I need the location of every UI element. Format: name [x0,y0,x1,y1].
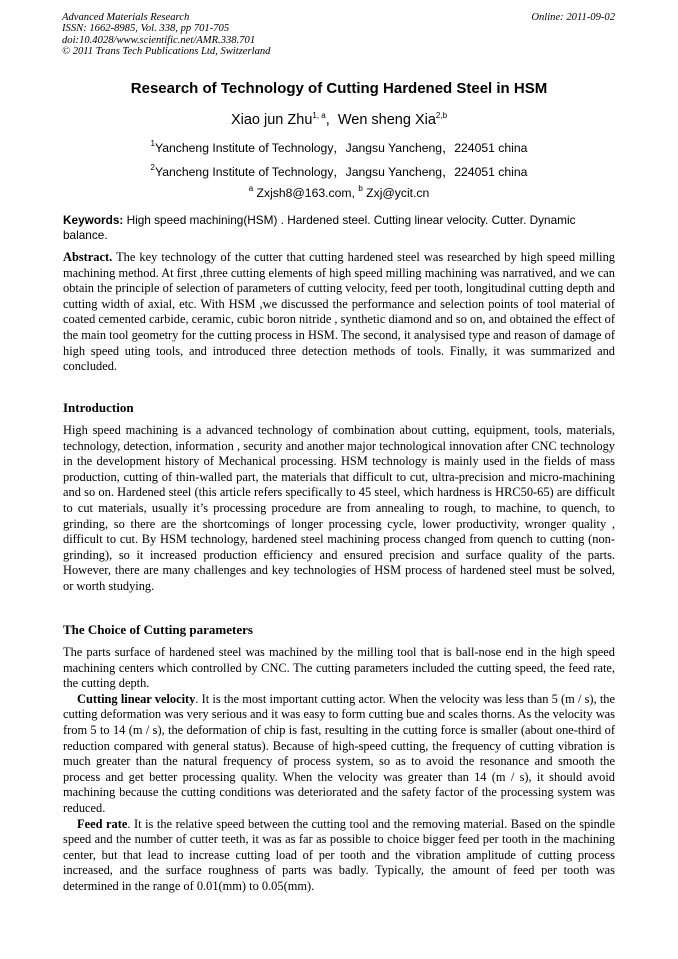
affiliation-1-text: Yancheng Institute of Technology，Jangsu Yancheng，224051 china [155,141,528,155]
affiliation-1-sup: 1 [150,139,155,148]
email-line [0,186,678,200]
affiliation-2-text: Yancheng Institute of Technology，Jangsu Yancheng，224051 china [155,165,528,179]
velocity-paragraph [63,692,615,817]
choice-section [63,645,615,895]
feed-paragraph [63,817,615,895]
choice-heading: The Choice of Cutting parameters [63,622,253,637]
velocity-label: Cutting linear velocity [77,691,196,706]
introduction-text: High speed machining is a advanced technology of combination about cutting, equipment, tools, materials, technology, detection, information , security and another major technological innovation after CNC technology in the development history of Mechanical processing. HSM technology is mainly used in the fields of mass production, cutting of thin-walled part, the materials that difficult to cut, ultra-precision and micro-machining and so on. Hardened steel (this article refers specifically to 45 steel, which hardness is HRC50-65) are difficult to cut materials, usually it’s processing procedure are from annealing to rough, to machine, to quench, to grinding, so there are the shortcomings of longer processing cycle, lower productivity, wronger quality , difficult to cut. By HSM technology, hardened steel machining process changed from quench to cutting (non-grinding), so it increased production efficiency and ensured precision and surface quality of the parts. However, there are many challenges and key technologies of HSM process of hardened steel must be solved, or worth studying. [63,423,615,593]
issn-line: ISSN: 1662-8985, Vol. 338, pp 701-705 [62,23,230,35]
copyright-line: © 2011 Trans Tech Publications Ltd, Switzerland [62,46,271,58]
keywords-text: High speed machining(HSM) . Hardened steel. Cutting linear velocity. Cutter. Dynamic balance. [63,213,576,242]
feed-label: Feed rate [77,816,128,831]
abstract-label: Abstract. [63,250,113,264]
affiliation-1 [0,139,678,156]
online-date: Online: 2011-09-02 [531,12,615,23]
journal-name: Advanced Materials Research [62,12,190,23]
author-separator: , [325,112,338,128]
abstract [63,250,615,375]
email-b-sup: b [358,184,363,193]
author-1-name: Xiao jun Zhu [230,112,313,128]
introduction-heading: Introduction [63,400,134,415]
affiliation-2 [0,163,678,180]
feed-text: . It is the relative speed between the cutting tool and the removing material. Based on the spindle speed and the number of cutter teeth, it was as far as possible to choice bigger feed per tooth in the machining center, but that lead to increase cutting load of per tooth and the vibration amplitude of cutting process increased, and the surface roughness of parts was badly. Typically, the amount of feed per tooth was determined in the range of 0.01(mm) to 0.05(mm). [63,816,615,893]
author-line [0,112,678,128]
abstract-text: The key technology of the cutter that cutting hardened steel was researched by high speed milling machining method. At first ,three cutting elements of high speed milling machining was narratived, and we can obtain the principle of selection of parameters of cutting velocity, feed per tooth, longitudinal cutting depth and cutting width of axial, etc. With HSM ,we discussed the performance and selection points of tool material of coated cemented carbide, ceramic, cubic boron nitride , synthetic diamond and so on, and obtained the effect of the main tool geometry for the cutting process in HSM. The second, it analysised type and reason of damage of high speed uting tools, and introduced three detection methods of tools. Finally, it was summarized and concluded. [63,250,615,374]
journal-header [62,12,270,58]
author-2-name: Wen sheng Xia [337,112,436,128]
author-2-sup: 2,b [435,111,448,120]
keywords [63,213,615,243]
keywords-label: Keywords: [63,213,124,227]
email-a-sup: a [248,184,254,193]
email-a: Zxjsh8@163.com, [253,186,359,200]
velocity-text: . It is the most important cutting actor. When the velocity was less than 5 (m / s), the cutting deformation was very serious and it was easy to form cutting bue and scales thorns. As the velocity was from 5 to 14 (m / s), the deformation of chip is fast, resulting in the cutting force is smaller (about one-third of reduction compared with general status). Because of high-speed cutting, the frequency of cutting vibration is much greater than the natural frequency of process system, so as to avoid the resonance and smooth the process and get better processing quality. When the velocity was greater than 14 (m / s), it should avoid machining because the cutting conditions was deteriorated and the safety factor of the processing system was reduced. [63,691,615,815]
paper-title: Research of Technology of Cutting Hardened Steel in HSM [130,80,548,97]
choice-intro: The parts surface of hardened steel was machined by the milling tool that is ball-nose end in the high speed machining centers which controlled by CNC. The cutting parameters included the cutting speed, the feed rate, the cutting depth. [63,645,615,691]
author-1-sup: 1, a [312,111,326,120]
email-b: Zxj@ycit.cn [362,186,430,200]
doi-line: doi:10.4028/www.scientific.net/AMR.338.701 [62,34,256,46]
affiliation-2-sup: 2 [150,163,155,172]
